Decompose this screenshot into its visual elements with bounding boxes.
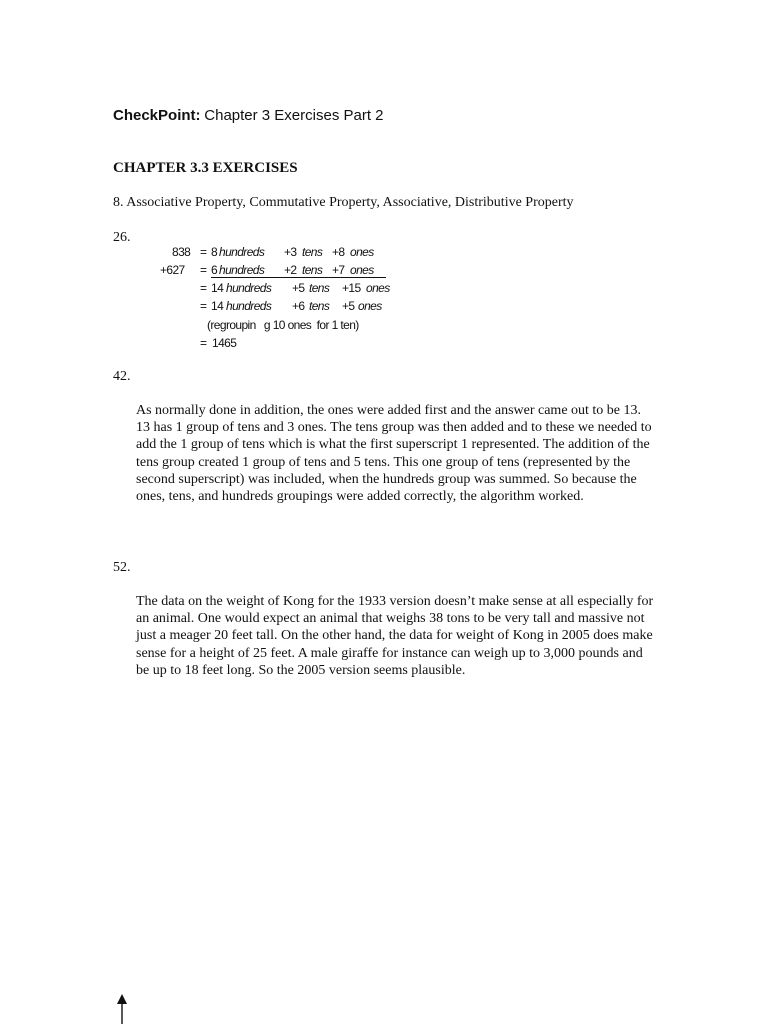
tens-unit: tens [309, 281, 330, 295]
exercise-52-answer: The data on the weight of Kong for the 1933 version doesn’t make sense at all especially for an animal. One would expect an animal that weighs 38 tons to be very tall and massive not just a meager 20 feet tall. On the other hand, the data for weight of Kong in 2005 does make sense for a height of 25 feet. A male giraffe for instance can weigh up to 3,000 pounds and be up to 18 feet long. So the 2005 version seems plausible. [136, 594, 654, 678]
hundreds-digit: 14 [211, 281, 224, 295]
ones-digit: +8 [332, 245, 345, 259]
hundreds-digit: 14 [211, 299, 224, 313]
tens-digit: +2 [284, 263, 297, 277]
tens-unit: tens [302, 245, 323, 259]
equals-sign: = [200, 336, 207, 350]
checkpoint-label: CheckPoint: [113, 107, 201, 124]
equals-sign: = [200, 245, 207, 259]
exercise-52-number: 52. [113, 560, 131, 575]
exercise-26-number: 26. [113, 230, 131, 245]
ones-digit: +5 [342, 299, 355, 313]
addend-2: +627 [160, 263, 185, 277]
ones-unit: ones [358, 299, 382, 313]
equals-sign: = [200, 299, 207, 313]
hundreds-unit: hundreds [226, 281, 272, 295]
hundreds-unit: hundreds [226, 299, 272, 313]
ones-unit: ones [366, 281, 390, 295]
checkpoint-header [113, 107, 384, 125]
tens-unit: tens [309, 299, 330, 313]
exercise-42-number: 42. [113, 369, 131, 384]
hundreds-unit: hundreds [219, 245, 265, 259]
equals-sign: = [200, 263, 207, 277]
ones-unit: ones [350, 263, 374, 277]
tens-digit: +5 [292, 281, 305, 295]
tens-digit: +6 [292, 299, 305, 313]
exercise-8-answer: 8. Associative Property, Commutative Property, Associative, Distributive Property [113, 195, 574, 210]
sum-result: 1465 [212, 336, 237, 350]
equals-sign: = [200, 281, 207, 295]
hundreds-unit: hundreds [219, 263, 265, 277]
hundreds-digit: 6 [211, 263, 218, 277]
addend-1: 838 [172, 245, 191, 259]
section-heading: CHAPTER 3.3 EXERCISES [113, 160, 298, 176]
hundreds-digit: 8 [211, 245, 218, 259]
exercise-42-answer: As normally done in addition, the ones were added first and the answer came out to be 13. 13 has 1 group of tens and 3 ones. The tens group was then added and to these we needed to add the 1 group of tens which is what the first superscript 1 represented. The addition of the tens group created 1 group of tens and 5 tens. This one group of tens (represented by the second superscript) was included, when the hundreds group was summed. So because the ones, tens, and hundreds groupings were added correctly, the algorithm worked. [136, 403, 652, 505]
tens-digit: +3 [284, 245, 297, 259]
regrouping-note: (regroupin g 10 ones for 1 ten) [207, 318, 359, 332]
ones-unit: ones [350, 245, 374, 259]
ones-digit: +7 [332, 263, 345, 277]
checkpoint-title: Chapter 3 Exercises Part 2 [204, 107, 384, 124]
tens-unit: tens [302, 263, 323, 277]
ones-digit: +15 [342, 281, 361, 295]
